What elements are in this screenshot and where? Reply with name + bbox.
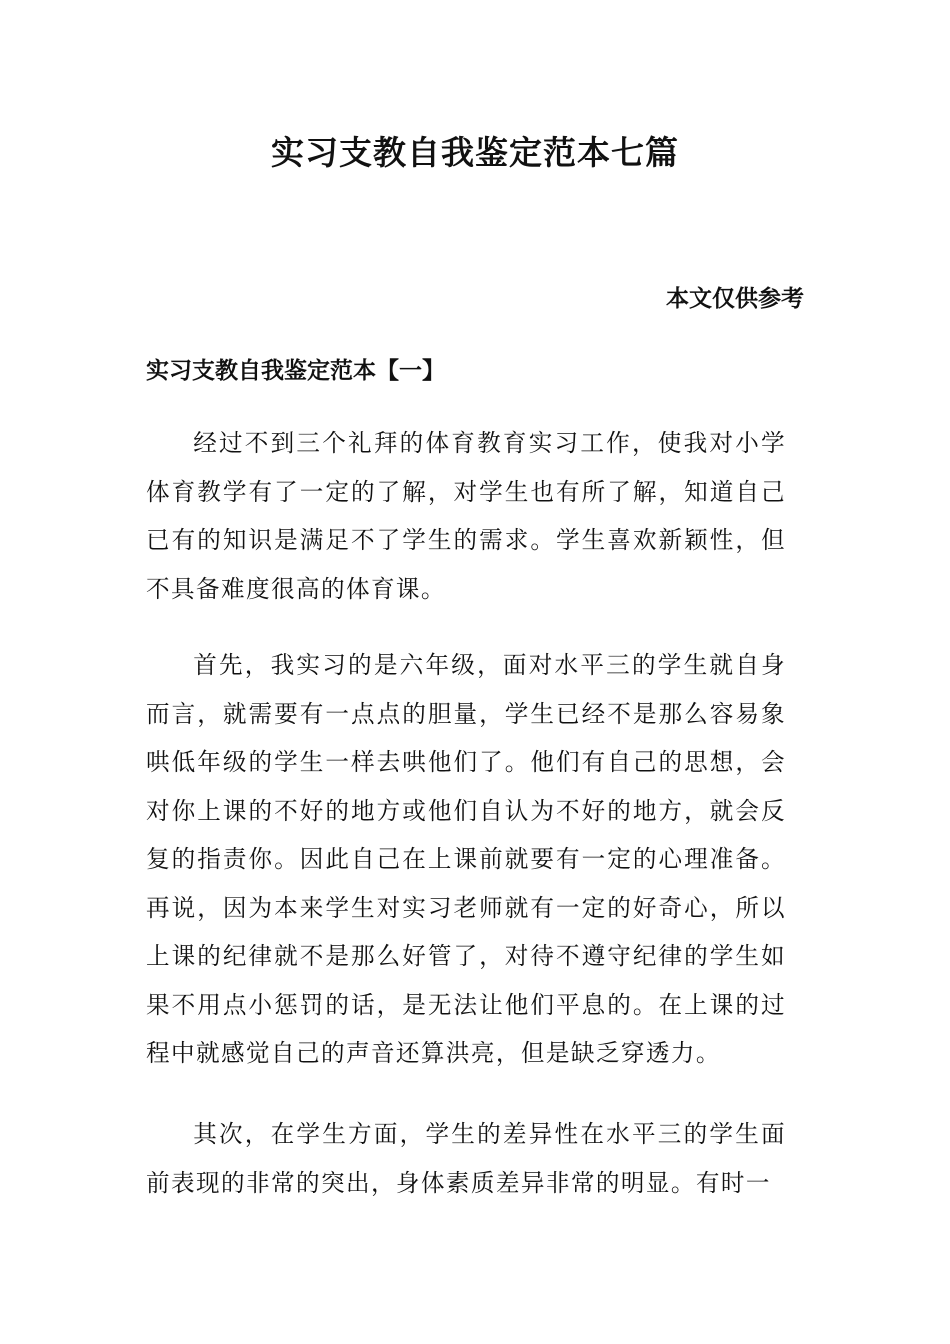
paragraph-3: 其次，在学生方面，学生的差异性在水平三的学生面前表现的非常的突出，身体素质差异非常的明显。有时一	[146, 1120, 786, 1197]
paragraph-2: 首先，我实习的是六年级，面对水平三的学生就自身而言，就需要有一点点的胆量，学生已经不是那么容易象哄低年级的学生一样去哄他们了。他们有自己的思想，会对你上课的不好的地方或他们自认为不好的地方，就会反复的指责你。因此自己在上课前就要有一定的心理准备。再说，因为本来学生对实习老师就有一定的好奇心，所以上课的纪律就不是那么好管了，对待不遵守纪律的学生如果不用点小惩罚的话，是无法让他们平息的。在上课的过程中就感觉自己的声音还算洪亮，但是缺乏穿透力。	[146, 651, 786, 1067]
paragraph-1: 经过不到三个礼拜的体育教育实习工作，使我对小学体育教学有了一定的了解，对学生也有所了解，知道自己已有的知识是满足不了学生的需求。学生喜欢新颖性，但不具备难度很高的体育课。	[146, 429, 786, 603]
document-title: 实习支教自我鉴定范本七篇	[271, 133, 679, 172]
section-heading: 实习支教自我鉴定范本【一】	[146, 358, 445, 384]
reference-note: 本文仅供参考	[666, 286, 804, 312]
